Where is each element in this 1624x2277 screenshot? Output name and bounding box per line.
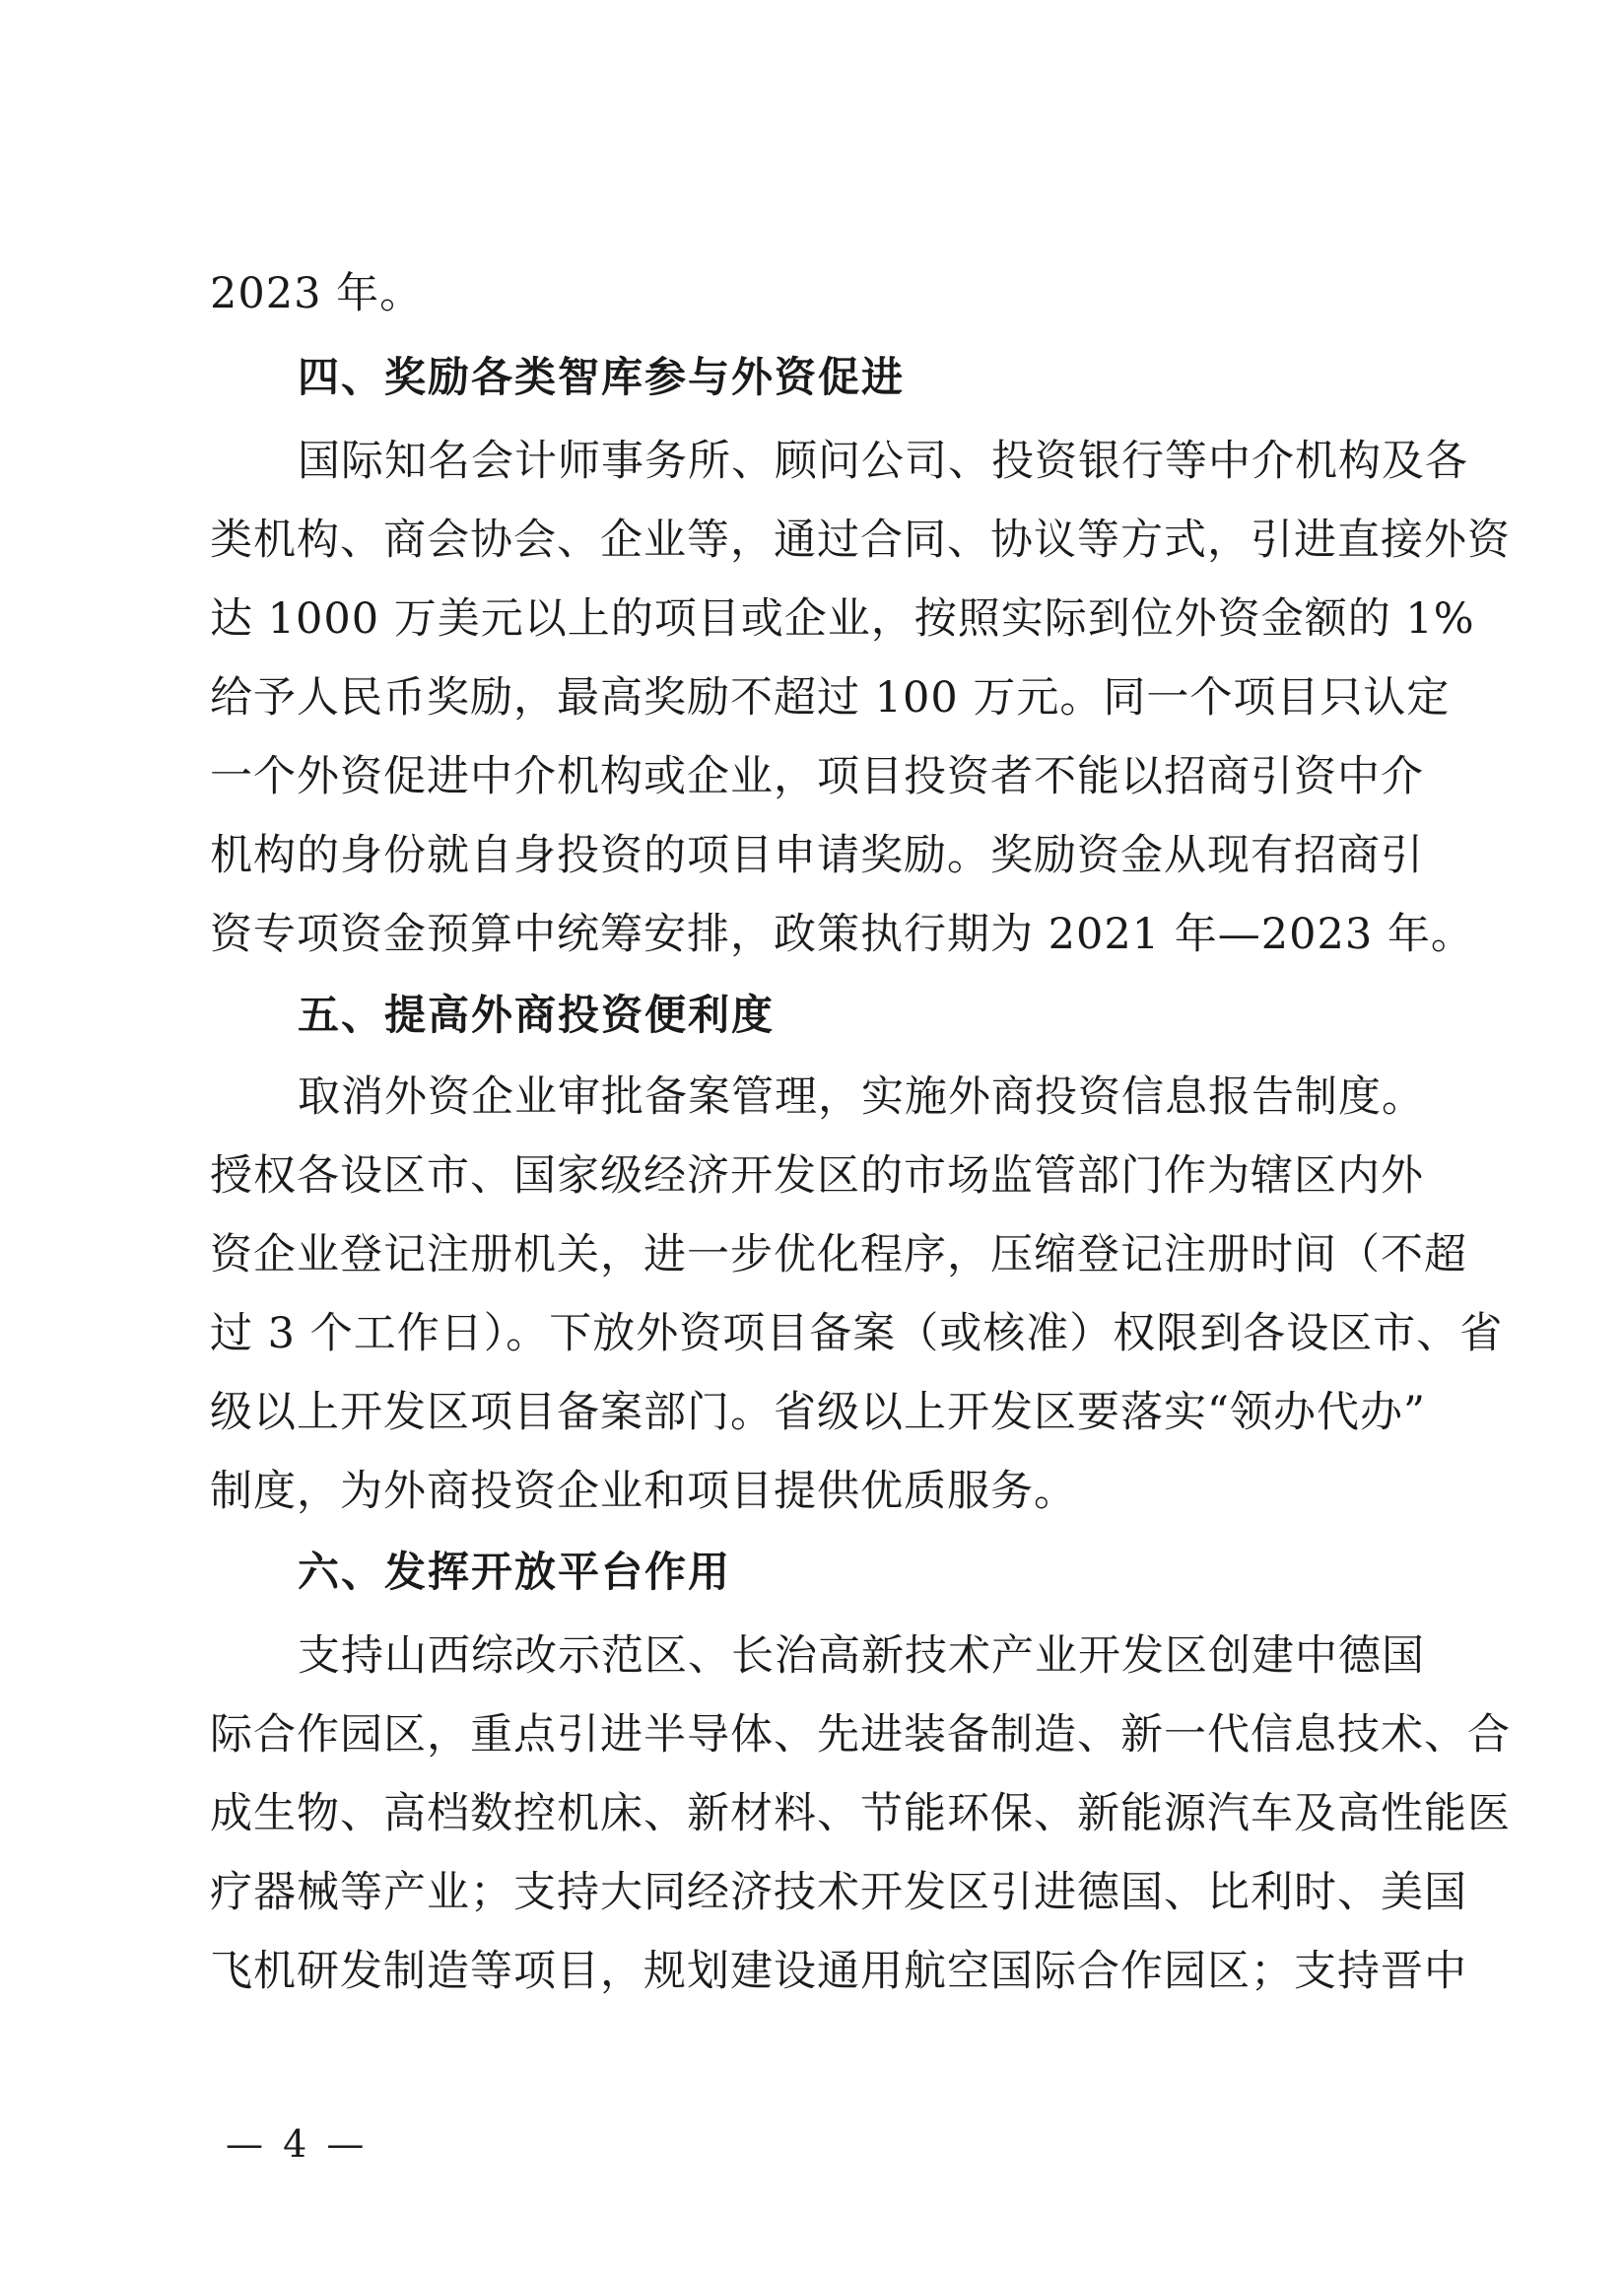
text-line: 国际知名会计师事务所、顾问公司、投资银行等中介机构及各 xyxy=(298,437,1468,486)
text-line: 制度，为外商投资企业和项目提供优质服务。 xyxy=(210,1467,1077,1516)
text-line: 过 3 个工作日）。下放外资项目备案（或核准）权限到各设区市、省 xyxy=(210,1309,1504,1358)
text-line: 一个外资促进中介机构或企业，项目投资者不能以招商引资中介 xyxy=(210,752,1424,801)
text-line: 支持山西综改示范区、长治高新技术产业开发区创建中德国 xyxy=(298,1631,1425,1681)
text-line: 飞机研发制造等项目，规划建设通用航空国际合作园区；支持晋中 xyxy=(210,1947,1467,1996)
text-line: 达 1000 万美元以上的项目或企业，按照实际到位外资金额的 1% xyxy=(210,594,1475,644)
text-line: 机构的身份就自身投资的项目申请奖励。奖励资金从现有招商引 xyxy=(210,831,1424,880)
text-line: 成生物、高档数控机床、新材料、节能环保、新能源汽车及高性能医 xyxy=(210,1789,1511,1838)
text-line: 际合作园区，重点引进半导体、先进装备制造、新一代信息技术、合 xyxy=(210,1710,1511,1760)
section-heading-5: 五、提高外商投资便利度 xyxy=(298,991,776,1039)
text-line: 给予人民币奖励，最高奖励不超过 100 万元。同一个项目只认定 xyxy=(210,673,1451,723)
text-line: 资企业登记注册机关，进一步优化程序，压缩登记注册时间（不超 xyxy=(210,1230,1467,1279)
text-line: 取消外资企业审批备案管理，实施外商投资信息报告制度。 xyxy=(298,1072,1425,1122)
text-line: 授权各设区市、国家级经济开发区的市场监管部门作为辖区内外 xyxy=(210,1151,1424,1201)
page-number: — 4 — xyxy=(226,2122,369,2166)
text-line: 类机构、商会协会、企业等，通过合同、协议等方式，引进直接外资 xyxy=(210,516,1511,565)
section-heading-6: 六、发挥开放平台作用 xyxy=(298,1548,732,1596)
text-line: 资专项资金预算中统筹安排，政策执行期为 2021 年—2023 年。 xyxy=(210,910,1474,959)
text-line: 2023 年。 xyxy=(210,269,424,318)
text-line: 级以上开发区项目备案部门。省级以上开发区要落实“领办代办” xyxy=(210,1388,1426,1437)
text-line: 疗器械等产业；支持大同经济技术开发区引进德国、比利时、美国 xyxy=(210,1868,1467,1917)
section-heading-4: 四、奖励各类智库参与外资促进 xyxy=(298,353,906,401)
